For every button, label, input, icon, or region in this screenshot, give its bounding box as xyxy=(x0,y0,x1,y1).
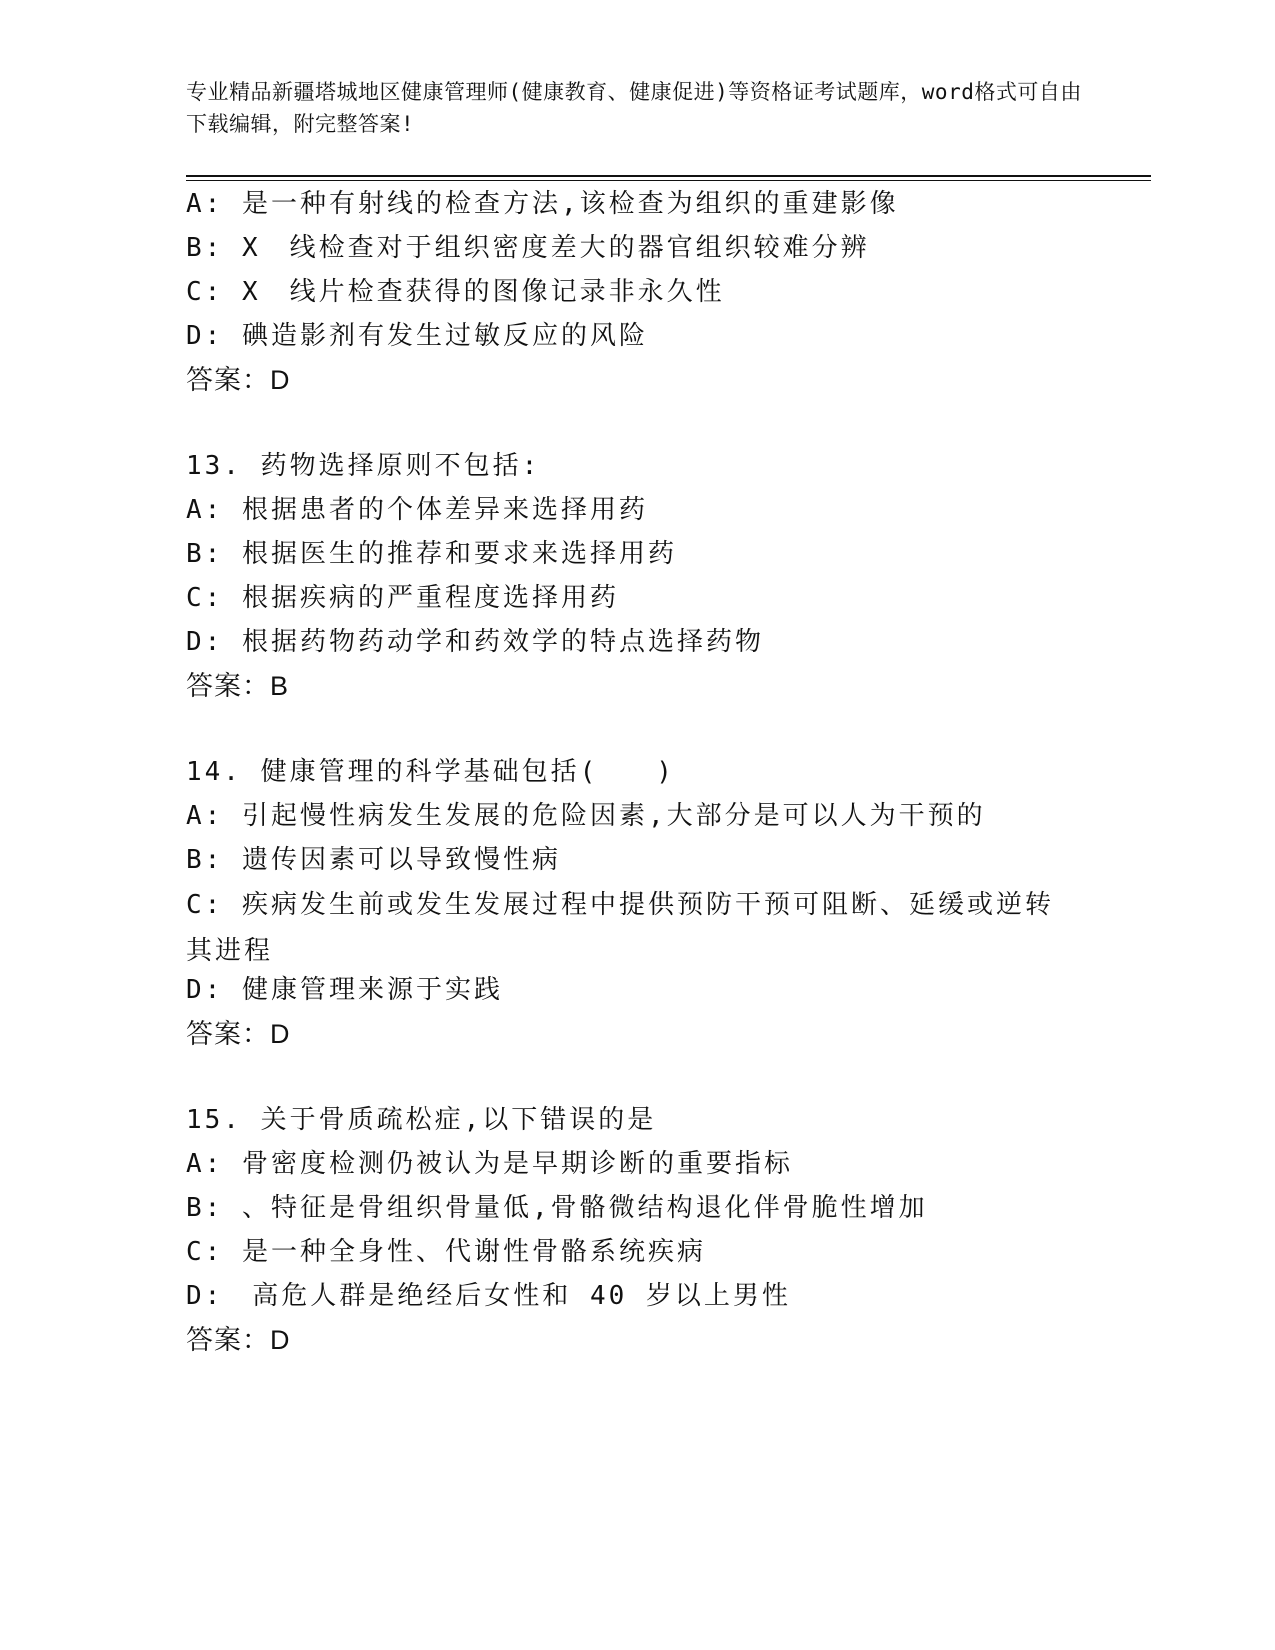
header-divider-thin xyxy=(186,180,1151,181)
document-header: 专业精品新疆塔城地区健康管理师(健康教育、健康促进)等资格证考试题库，word格式可自由下载编辑，附完整答案! xyxy=(186,80,1082,136)
q13-stem: 13. 药物选择原则不包括: xyxy=(186,451,541,481)
q12-option-d: D: 碘造影剂有发生过敏反应的风险 xyxy=(186,321,648,351)
q15-answer: 答案：D xyxy=(186,1325,291,1355)
q12-answer: 答案：D xyxy=(186,365,291,395)
q15-stem: 15. 关于骨质疏松症,以下错误的是 xyxy=(186,1105,657,1135)
q13-answer: 答案：B xyxy=(186,671,290,701)
q14-option-b: B: 遗传因素可以导致慢性病 xyxy=(186,845,561,875)
q14-option-a: A: 引起慢性病发生发展的危险因素,大部分是可以人为干预的 xyxy=(186,801,986,831)
q12-option-a: A: 是一种有射线的检查方法,该检查为组织的重建影像 xyxy=(186,189,899,219)
q15-option-a: A: 骨密度检测仍被认为是早期诊断的重要指标 xyxy=(186,1149,793,1179)
q14-stem: 14. 健康管理的科学基础包括( ) xyxy=(186,757,675,787)
q14-option-d: D: 健康管理来源于实践 xyxy=(186,975,503,1005)
q13-option-c: C: 根据疾病的严重程度选择用药 xyxy=(186,583,619,613)
header-divider-thick xyxy=(186,175,1151,177)
q13-option-b: B: 根据医生的推荐和要求来选择用药 xyxy=(186,539,677,569)
q15-option-b: B: 、特征是骨组织骨量低,骨骼微结构退化伴骨脆性增加 xyxy=(186,1193,928,1223)
q12-option-b: B: X 线检查对于组织密度差大的器官组织较难分辨 xyxy=(186,233,870,263)
q15-option-d: D: 高危人群是绝经后女性和 40 岁以上男性 xyxy=(186,1281,791,1311)
q14-option-c: C: 疾病发生前或发生发展过程中提供预防干预可阻断、延缓或逆转其进程 xyxy=(186,890,1054,966)
q12-option-c: C: X 线片检查获得的图像记录非永久性 xyxy=(186,277,725,307)
q14-answer: 答案：D xyxy=(186,1019,291,1049)
q15-option-c: C: 是一种全身性、代谢性骨骼系统疾病 xyxy=(186,1237,706,1267)
q13-option-a: A: 根据患者的个体差异来选择用药 xyxy=(186,495,648,525)
q13-option-d: D: 根据药物药动学和药效学的特点选择药物 xyxy=(186,627,764,657)
